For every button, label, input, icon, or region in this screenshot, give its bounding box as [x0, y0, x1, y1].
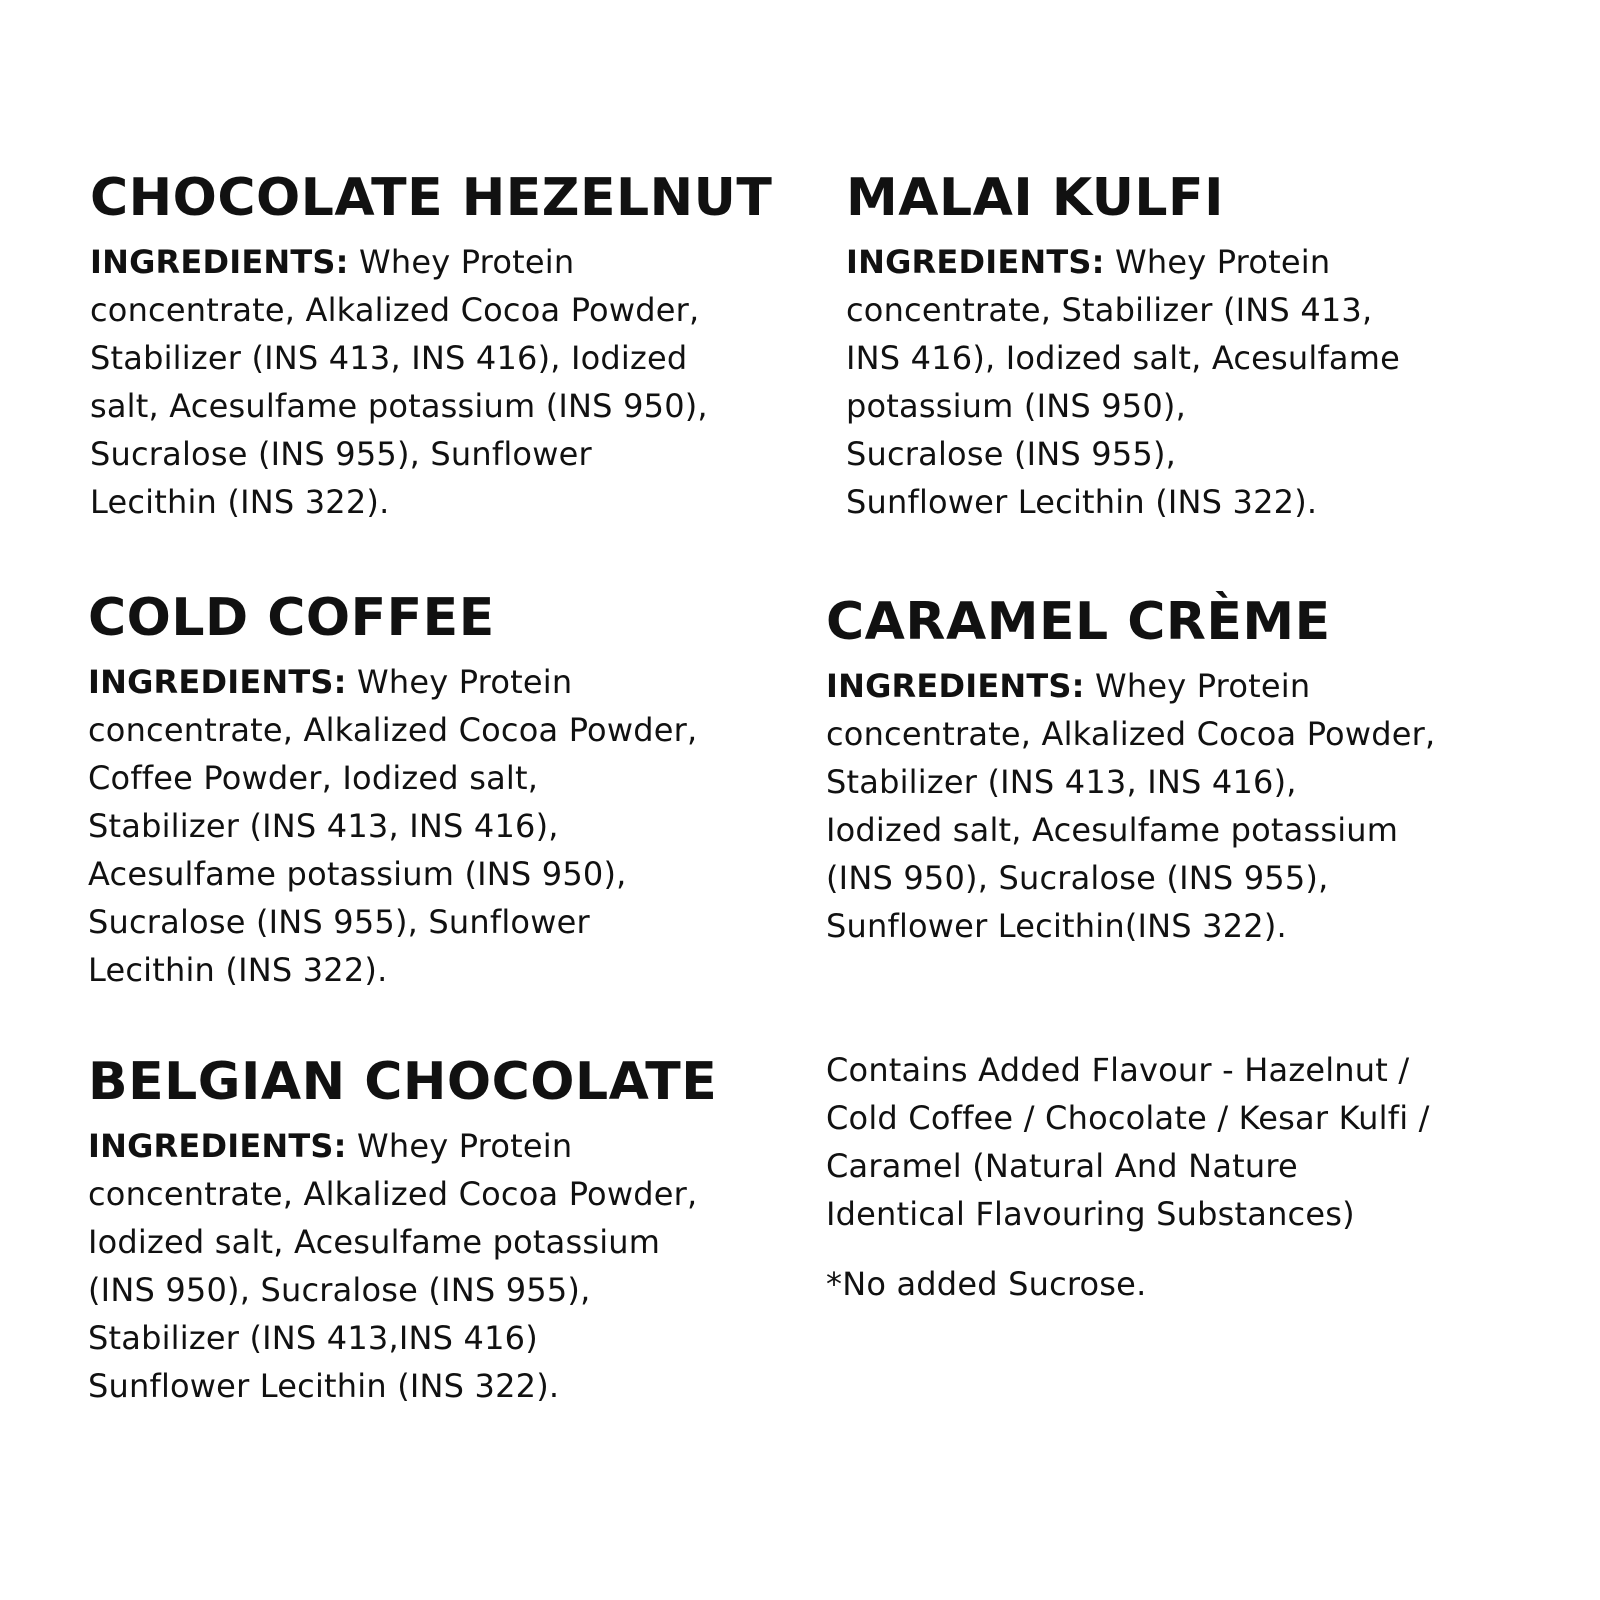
ingredients-line: potassium (INS 950), — [846, 387, 1186, 425]
ingredients-text — [826, 662, 1546, 950]
flavour-note-line: Identical Flavouring Substances) — [826, 1195, 1355, 1233]
product-belgian-chocolate — [88, 1052, 788, 1410]
ingredients-line: Stabilizer (INS 413, INS 416), — [88, 807, 559, 845]
ingredients-label: INGREDIENTS: — [846, 243, 1105, 281]
product-title: COLD COFFEE — [88, 588, 495, 648]
ingredients-label: INGREDIENTS: — [826, 667, 1085, 705]
ingredients-text — [846, 238, 1546, 526]
ingredients-label: INGREDIENTS: — [88, 663, 347, 701]
ingredients-line-1-text: Whey Protein — [1084, 667, 1311, 705]
ingredients-line-1-text: Whey Protein — [1104, 243, 1331, 281]
ingredients-line-1 — [88, 1122, 788, 1170]
product-malai-kulfi — [846, 168, 1546, 526]
ingredients-line-1 — [846, 238, 1546, 286]
flavour-note-line: Cold Coffee / Chocolate / Kesar Kulfi / — [826, 1099, 1430, 1137]
ingredients-line: Sunflower Lecithin (INS 322). — [846, 483, 1318, 521]
ingredients-line: (INS 950), Sucralose (INS 955), — [826, 859, 1329, 897]
ingredients-line: Coffee Powder, Iodized salt, — [88, 759, 539, 797]
sucrose-note: *No added Sucrose. — [826, 1265, 1147, 1303]
ingredients-line: Sucralose (INS 955), — [846, 435, 1177, 473]
ingredients-line: Stabilizer (INS 413, INS 416), Iodized — [90, 339, 688, 377]
flavour-note — [826, 1046, 1546, 1308]
ingredients-line: (INS 950), Sucralose (INS 955), — [88, 1271, 591, 1309]
product-chocolate-hazelnut — [90, 168, 790, 526]
product-title: MALAI KULFI — [846, 168, 1224, 228]
ingredients-line: Sucralose (INS 955), Sunflower — [90, 435, 592, 473]
ingredients-line: Sucralose (INS 955), Sunflower — [88, 903, 590, 941]
flavour-note-line: Caramel (Natural And Nature — [826, 1147, 1298, 1185]
ingredients-line: Lecithin (INS 322). — [90, 483, 390, 521]
ingredients-text — [88, 1122, 788, 1410]
ingredients-text — [88, 658, 788, 994]
ingredients-line: Acesulfame potassium (INS 950), — [88, 855, 627, 893]
ingredients-text — [90, 238, 790, 526]
product-cold-coffee — [88, 588, 788, 994]
ingredients-line-1-text: Whey Protein — [346, 1127, 573, 1165]
ingredients-line-1-text: Whey Protein — [346, 663, 573, 701]
flavour-note-text — [826, 1046, 1546, 1238]
ingredients-line-1 — [90, 238, 790, 286]
ingredients-line-1 — [88, 658, 788, 706]
ingredients-line: concentrate, Alkalized Cocoa Powder, — [90, 291, 700, 329]
product-title: CARAMEL CRÈME — [826, 592, 1331, 652]
ingredients-line: Iodized salt, Acesulfame potassium — [88, 1223, 661, 1261]
product-caramel-creme — [826, 592, 1546, 950]
product-title: CHOCOLATE HEZELNUT — [90, 168, 773, 228]
ingredients-line: concentrate, Alkalized Cocoa Powder, — [88, 711, 698, 749]
ingredients-line: Iodized salt, Acesulfame potassium — [826, 811, 1399, 849]
ingredients-label: INGREDIENTS: — [90, 243, 349, 281]
ingredients-line: Stabilizer (INS 413,INS 416) — [88, 1319, 538, 1357]
ingredients-line: INS 416), Iodized salt, Acesulfame — [846, 339, 1401, 377]
ingredients-line: concentrate, Alkalized Cocoa Powder, — [88, 1175, 698, 1213]
ingredients-line: Lecithin (INS 322). — [88, 951, 388, 989]
ingredients-line: concentrate, Alkalized Cocoa Powder, — [826, 715, 1436, 753]
ingredients-label: INGREDIENTS: — [88, 1127, 347, 1165]
product-title: BELGIAN CHOCOLATE — [88, 1052, 718, 1112]
ingredients-line: Sunflower Lecithin(INS 322). — [826, 907, 1287, 945]
ingredients-line: Sunflower Lecithin (INS 322). — [88, 1367, 560, 1405]
flavour-note-line: Contains Added Flavour - Hazelnut / — [826, 1051, 1410, 1089]
ingredients-line: salt, Acesulfame potassium (INS 950), — [90, 387, 708, 425]
ingredients-line-1-text: Whey Protein — [348, 243, 575, 281]
ingredients-line-1 — [826, 662, 1546, 710]
ingredients-line: Stabilizer (INS 413, INS 416), — [826, 763, 1297, 801]
ingredients-line: concentrate, Stabilizer (INS 413, — [846, 291, 1373, 329]
